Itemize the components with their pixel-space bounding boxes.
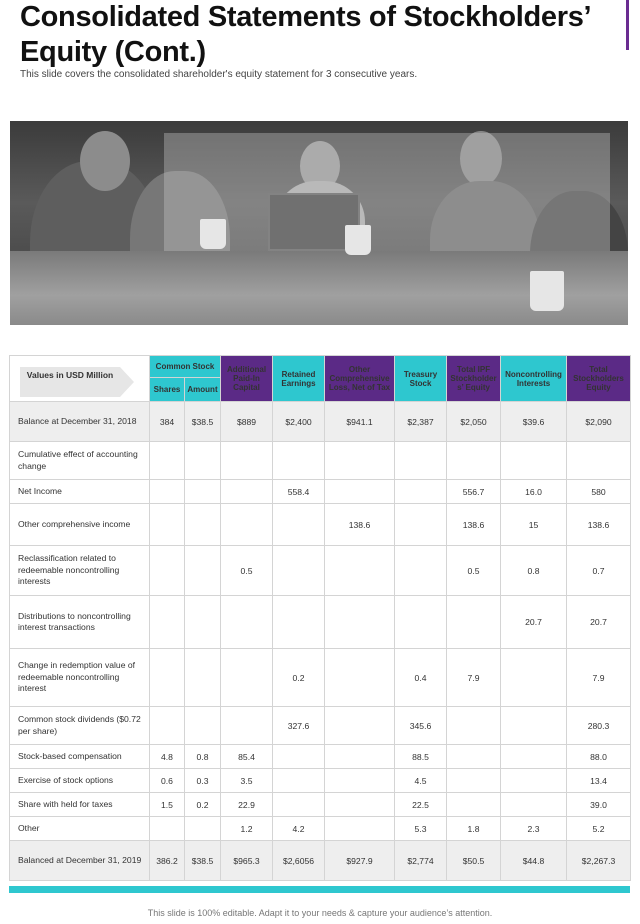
table-cell bbox=[273, 596, 325, 649]
table-cell: $50.5 bbox=[447, 841, 501, 881]
table-cell bbox=[395, 442, 447, 480]
table-cell: 0.5 bbox=[221, 546, 273, 596]
table-cell bbox=[395, 480, 447, 504]
table-cell: 0.2 bbox=[185, 793, 221, 817]
table-cell: $2,050 bbox=[447, 402, 501, 442]
table-cell: 22.5 bbox=[395, 793, 447, 817]
table-cell bbox=[273, 504, 325, 546]
table-cell: 327.6 bbox=[273, 707, 325, 745]
table-row bbox=[10, 442, 631, 480]
table-cell bbox=[325, 546, 395, 596]
table-cell bbox=[447, 707, 501, 745]
table-cell bbox=[447, 442, 501, 480]
table-cell bbox=[221, 504, 273, 546]
table-cell bbox=[325, 745, 395, 769]
table-row bbox=[10, 504, 631, 546]
table-cell: $2,774 bbox=[395, 841, 447, 881]
table-cell bbox=[325, 817, 395, 841]
table-cell: 2.3 bbox=[501, 817, 567, 841]
table-cell bbox=[185, 817, 221, 841]
table-cell: 1.8 bbox=[447, 817, 501, 841]
footer-note: This slide is 100% editable. Adapt it to your needs & capture your audience’s attention. bbox=[147, 908, 493, 918]
table-row bbox=[10, 480, 631, 504]
table-row bbox=[10, 596, 631, 649]
table-cell bbox=[150, 442, 185, 480]
table-cell: 0.6 bbox=[150, 769, 185, 793]
table-cell: $2,267.3 bbox=[567, 841, 631, 881]
table-cell: 0.7 bbox=[567, 546, 631, 596]
table-cell bbox=[273, 745, 325, 769]
table-row bbox=[10, 793, 631, 817]
row-label: Stock-based compensation bbox=[10, 745, 150, 769]
table-cell bbox=[221, 649, 273, 707]
row-label: Cumulative effect of accounting change bbox=[10, 442, 150, 480]
table-cell: 138.6 bbox=[325, 504, 395, 546]
table-cell bbox=[221, 442, 273, 480]
table-cell: 556.7 bbox=[447, 480, 501, 504]
table-cell: 3.5 bbox=[221, 769, 273, 793]
table-cell bbox=[447, 769, 501, 793]
table-cell: 280.3 bbox=[567, 707, 631, 745]
table-cell bbox=[395, 546, 447, 596]
table-cell: 0.3 bbox=[185, 769, 221, 793]
row-label: Balance at December 31, 2018 bbox=[10, 402, 150, 442]
table-cell bbox=[325, 707, 395, 745]
header-apic: Additional Paid-In Capital bbox=[221, 356, 273, 402]
table-cell: 4.8 bbox=[150, 745, 185, 769]
table-cell bbox=[325, 769, 395, 793]
header-total: Total Stockholders Equity bbox=[567, 356, 631, 402]
table-cell: $2,090 bbox=[567, 402, 631, 442]
table-cell bbox=[325, 442, 395, 480]
table-row bbox=[10, 707, 631, 745]
table-cell: 0.2 bbox=[273, 649, 325, 707]
table-cell: 384 bbox=[150, 402, 185, 442]
header-treasury: Treasury Stock bbox=[395, 356, 447, 402]
bottom-bar bbox=[9, 886, 630, 893]
table-cell bbox=[325, 480, 395, 504]
table-cell bbox=[185, 596, 221, 649]
header-noncontrolling: Noncontrolling Interests bbox=[501, 356, 567, 402]
table-cell bbox=[567, 442, 631, 480]
table-cell: 4.2 bbox=[273, 817, 325, 841]
table-cell: $965.3 bbox=[221, 841, 273, 881]
table-cell bbox=[221, 596, 273, 649]
table-cell bbox=[150, 817, 185, 841]
table-cell bbox=[501, 793, 567, 817]
table-row bbox=[10, 402, 631, 442]
row-label: Share with held for taxes bbox=[10, 793, 150, 817]
equity-table bbox=[9, 355, 631, 881]
table-cell: $941.1 bbox=[325, 402, 395, 442]
table-cell: 138.6 bbox=[567, 504, 631, 546]
table-cell bbox=[501, 649, 567, 707]
table-cell: $38.5 bbox=[185, 402, 221, 442]
table-cell: 20.7 bbox=[501, 596, 567, 649]
table-cell bbox=[150, 649, 185, 707]
table-cell: 386.2 bbox=[150, 841, 185, 881]
table-cell bbox=[395, 504, 447, 546]
table-cell bbox=[185, 707, 221, 745]
table-row bbox=[10, 546, 631, 596]
table-cell: 0.8 bbox=[185, 745, 221, 769]
row-label: Other bbox=[10, 817, 150, 841]
table-cell bbox=[325, 649, 395, 707]
table-cell: 4.5 bbox=[395, 769, 447, 793]
table-cell bbox=[273, 793, 325, 817]
accent-line bbox=[626, 0, 629, 50]
header-oci: Other Comprehensive Loss, Net of Tax bbox=[325, 356, 395, 402]
table-cell bbox=[501, 745, 567, 769]
table-cell bbox=[150, 504, 185, 546]
table-cell: 88.0 bbox=[567, 745, 631, 769]
table-cell: $2,400 bbox=[273, 402, 325, 442]
row-label: Reclassification related to redeemable noncontrolling interests bbox=[10, 546, 150, 596]
header-shares: Shares bbox=[150, 378, 185, 402]
table-cell: $927.9 bbox=[325, 841, 395, 881]
table-cell: $39.6 bbox=[501, 402, 567, 442]
table-cell bbox=[221, 707, 273, 745]
table-cell: $44.8 bbox=[501, 841, 567, 881]
table-cell bbox=[150, 707, 185, 745]
header-common-stock: Common Stock bbox=[150, 356, 221, 378]
table-cell: 345.6 bbox=[395, 707, 447, 745]
table-cell: 7.9 bbox=[447, 649, 501, 707]
row-label: Net Income bbox=[10, 480, 150, 504]
table-cell: 16.0 bbox=[501, 480, 567, 504]
table-cell bbox=[185, 442, 221, 480]
table-cell bbox=[395, 596, 447, 649]
meeting-photo bbox=[10, 121, 628, 325]
header-total-ipf: Total IPF Stockholder s’ Equity bbox=[447, 356, 501, 402]
table-cell bbox=[325, 793, 395, 817]
table-cell bbox=[447, 793, 501, 817]
header-amount: Amount bbox=[185, 378, 221, 402]
table-cell bbox=[185, 649, 221, 707]
table-row bbox=[10, 769, 631, 793]
row-label: Common stock dividends ($0.72 per share) bbox=[10, 707, 150, 745]
table-row bbox=[10, 649, 631, 707]
table-cell bbox=[150, 480, 185, 504]
table-cell bbox=[447, 596, 501, 649]
table-cell: 15 bbox=[501, 504, 567, 546]
table-cell: 85.4 bbox=[221, 745, 273, 769]
table-cell: 5.3 bbox=[395, 817, 447, 841]
table-cell bbox=[325, 596, 395, 649]
table-cell: $38.5 bbox=[185, 841, 221, 881]
page-title: Consolidated Statements of Stockholders’ Equity (Cont.) bbox=[20, 1, 590, 68]
table-cell bbox=[150, 546, 185, 596]
table-cell: $889 bbox=[221, 402, 273, 442]
table-cell bbox=[150, 596, 185, 649]
table-cell: 22.9 bbox=[221, 793, 273, 817]
table-cell: 39.0 bbox=[567, 793, 631, 817]
table-cell bbox=[501, 769, 567, 793]
table-cell bbox=[273, 546, 325, 596]
table-cell bbox=[185, 546, 221, 596]
table-cell bbox=[185, 504, 221, 546]
table-cell: 580 bbox=[567, 480, 631, 504]
table-cell bbox=[273, 442, 325, 480]
values-in-label: Values in USD Million bbox=[10, 356, 150, 402]
row-label: Change in redemption value of redeemable noncontrolling interest bbox=[10, 649, 150, 707]
table-cell: $2,6056 bbox=[273, 841, 325, 881]
table-cell bbox=[447, 745, 501, 769]
table-cell: 0.5 bbox=[447, 546, 501, 596]
table-cell bbox=[185, 480, 221, 504]
table-cell: 558.4 bbox=[273, 480, 325, 504]
row-label: Distributions to noncontrolling interest transactions bbox=[10, 596, 150, 649]
table-cell bbox=[501, 707, 567, 745]
table-cell bbox=[273, 769, 325, 793]
row-label: Other comprehensive income bbox=[10, 504, 150, 546]
table-cell: 13.4 bbox=[567, 769, 631, 793]
header-retained: Retained Earnings bbox=[273, 356, 325, 402]
page-subtitle: This slide covers the consolidated shareholder's equity statement for 3 consecutive years. bbox=[20, 69, 418, 80]
table-body bbox=[10, 402, 631, 881]
table-cell bbox=[501, 442, 567, 480]
table-cell: 7.9 bbox=[567, 649, 631, 707]
table-cell: 5.2 bbox=[567, 817, 631, 841]
table-cell: 20.7 bbox=[567, 596, 631, 649]
table-cell: $2,387 bbox=[395, 402, 447, 442]
row-label: Exercise of stock options bbox=[10, 769, 150, 793]
table-cell: 1.5 bbox=[150, 793, 185, 817]
table-row bbox=[10, 841, 631, 881]
table-cell bbox=[221, 480, 273, 504]
table-row bbox=[10, 745, 631, 769]
table-cell: 1.2 bbox=[221, 817, 273, 841]
table-row bbox=[10, 817, 631, 841]
table-cell: 88.5 bbox=[395, 745, 447, 769]
row-label: Balanced at December 31, 2019 bbox=[10, 841, 150, 881]
table-cell: 0.8 bbox=[501, 546, 567, 596]
table-cell: 138.6 bbox=[447, 504, 501, 546]
table-cell: 0.4 bbox=[395, 649, 447, 707]
